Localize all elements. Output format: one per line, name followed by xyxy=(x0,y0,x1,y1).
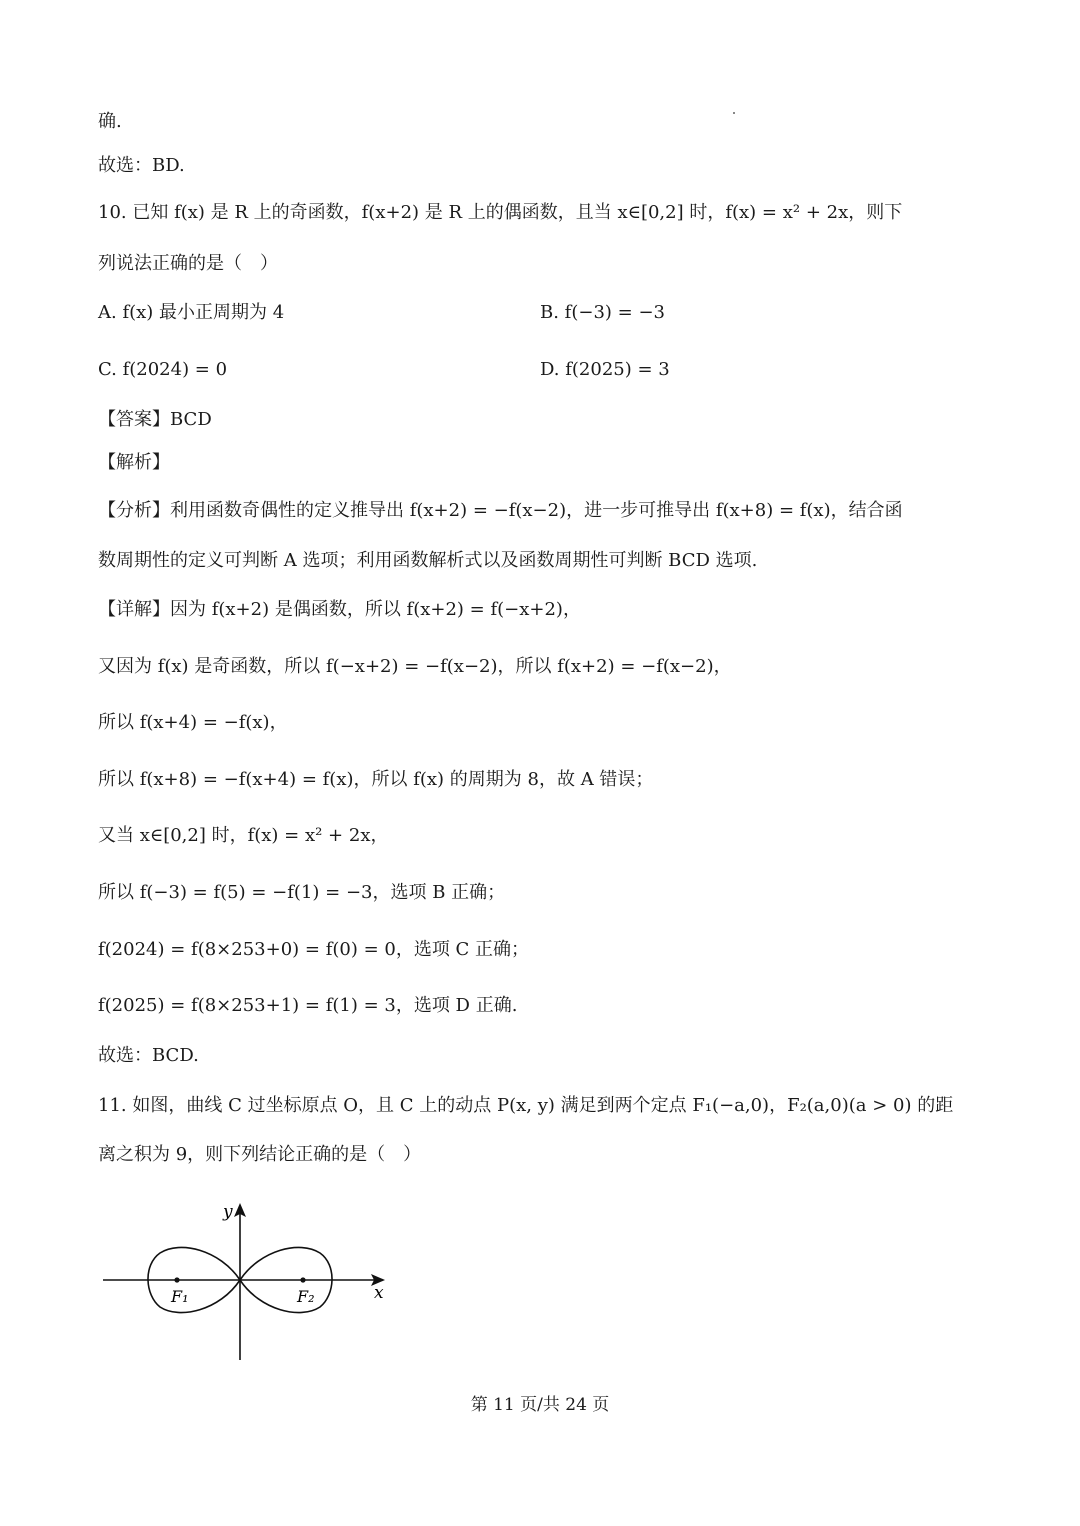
conclusion-line: 故选：BCD. xyxy=(98,1045,199,1066)
analysis-text: 【分析】利用函数奇偶性的定义推导出 f(x+2) = −f(x−2)，进一步可推导出 f(x+8) = f(x)，结合函 xyxy=(98,500,903,521)
question-10-stem-cont: 列说法正确的是（ ） xyxy=(98,253,278,274)
option-b: B. f(−3) = −3 xyxy=(540,302,665,323)
detail-text: 又因为 f(x) 是奇函数，所以 f(−x+2) = −f(x−2)，所以 f(x+2) = −f(x−2)， xyxy=(98,656,732,677)
question-11-stem: 11. 如图，曲线 C 过坐标原点 O，且 C 上的动点 P(x, y) 满足到两个定点 F₁(−a,0)，F₂(a,0)(a > 0) 的距 xyxy=(98,1095,954,1116)
detail-text: f(2024) = f(8×253+0) = f(0) = 0，选项 C 正确； xyxy=(98,939,530,960)
detail-text: 又当 x∈[0,2] 时，f(x) = x² + 2x， xyxy=(98,825,389,846)
y-axis-label: y xyxy=(223,1202,233,1222)
question-11-stem-cont: 离之积为 9，则下列结论正确的是（ ） xyxy=(98,1144,422,1165)
focus-f1-point xyxy=(174,1277,179,1282)
page-footer: 第 11 页/共 24 页 xyxy=(470,1395,610,1415)
focus-f2-point xyxy=(300,1277,305,1282)
option-c: C. f(2024) = 0 xyxy=(98,359,228,380)
answer-line: 【答案】BCD xyxy=(98,409,212,430)
option-d: D. f(2025) = 3 xyxy=(540,359,670,380)
f1-label: F₁ xyxy=(171,1287,189,1306)
analysis-heading: 【解析】 xyxy=(98,452,170,473)
f2-label: F₂ xyxy=(297,1287,315,1306)
detail-text: f(2025) = f(8×253+1) = f(1) = 3，选项 D 正确. xyxy=(98,995,518,1016)
question-10-stem: 10. 已知 f(x) 是 R 上的奇函数，f(x+2) 是 R 上的偶函数，且当 x∈[0,2] 时，f(x) = x² + 2x，则下 xyxy=(98,202,903,223)
option-a: A. f(x) 最小正周期为 4 xyxy=(98,302,285,323)
analysis-text-cont: 数周期性的定义可判断 A 选项；利用函数解析式以及函数周期性可判断 BCD 选项. xyxy=(98,550,758,571)
text-line: 故选：BD. xyxy=(98,155,185,176)
text-line: 确. xyxy=(98,111,122,132)
detail-text: 所以 f(x+4) = −f(x)， xyxy=(98,712,288,733)
detail-text: 所以 f(−3) = f(5) = −f(1) = −3，选项 B 正确； xyxy=(98,882,506,903)
x-axis-label: x xyxy=(374,1283,384,1303)
lemniscate-figure xyxy=(95,1195,405,1365)
detail-text: 所以 f(x+8) = −f(x+4) = f(x)，所以 f(x) 的周期为 8，故 A 错误； xyxy=(98,769,654,790)
detail-text: 【详解】因为 f(x+2) 是偶函数，所以 f(x+2) = f(−x+2)， xyxy=(98,599,581,620)
